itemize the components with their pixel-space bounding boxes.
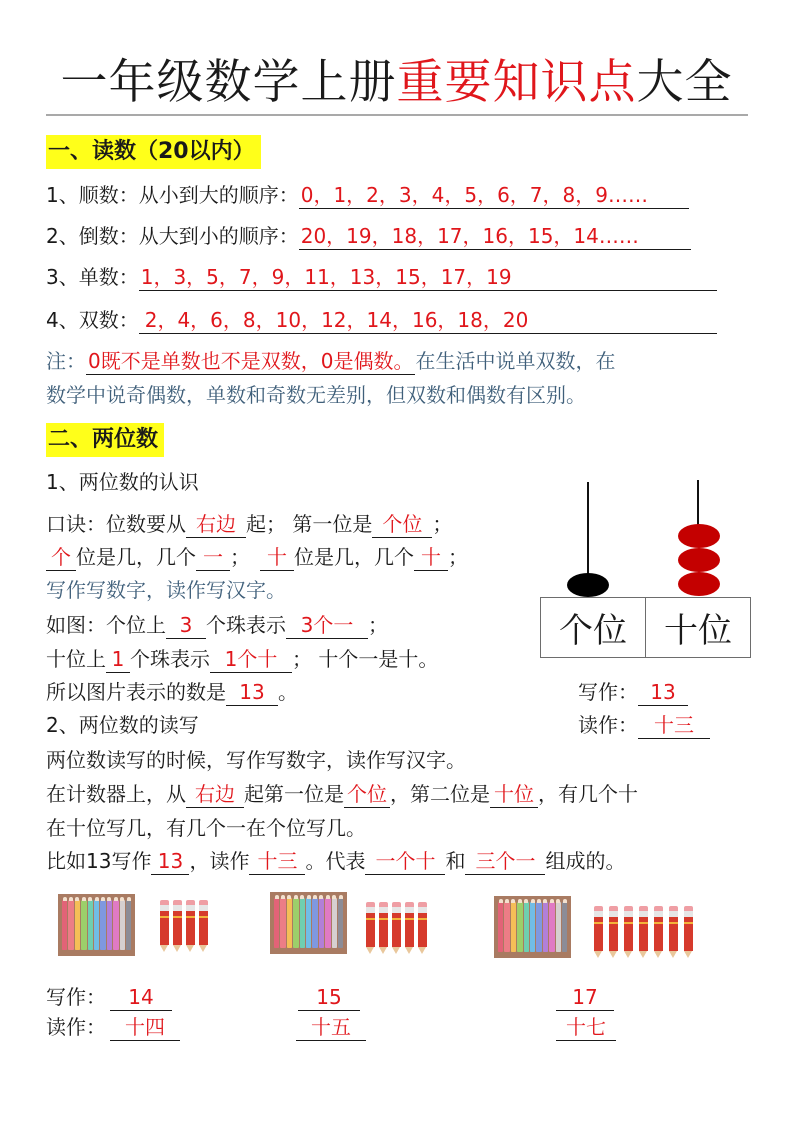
answer-blank: 14 xyxy=(110,984,172,1011)
item-label: 4、双数： xyxy=(46,308,139,332)
figure-line-3 xyxy=(46,677,298,707)
colored-pencil-icon xyxy=(498,901,503,952)
text: 口诀：位数要从 xyxy=(46,512,186,536)
colored-pencil-icon xyxy=(100,899,105,950)
text: ； xyxy=(368,613,388,637)
subheading-read-write: 2、两位数的读写 xyxy=(46,713,199,737)
red-pencil-icon xyxy=(418,902,427,954)
red-pencil-icon xyxy=(186,900,195,952)
loose-pencils xyxy=(594,906,699,958)
colored-pencil-box-of-ten xyxy=(494,896,571,958)
colored-pencil-icon xyxy=(338,897,343,948)
exercise-write-label: 写作： xyxy=(46,985,106,1009)
colored-pencil-icon xyxy=(75,899,80,950)
colored-pencil-icon xyxy=(543,901,548,952)
answer-blank: 右边 xyxy=(186,781,244,808)
note-line-1 xyxy=(46,346,615,376)
answer-blank: 十四 xyxy=(110,1014,180,1041)
ones-bead-black xyxy=(567,573,609,597)
text: ； 十个一是十。 xyxy=(292,647,439,671)
answer-blank: 15 xyxy=(298,984,360,1011)
rhyme-line-2 xyxy=(46,542,468,572)
answer-blank: 右边 xyxy=(186,511,246,538)
colored-pencil-icon xyxy=(511,901,516,952)
item-label: 3、单数： xyxy=(46,265,139,289)
write-label: 写作： xyxy=(578,680,638,704)
rw-line-2 xyxy=(46,779,638,809)
subheading-recognition: 1、两位数的认识 xyxy=(46,470,199,494)
figure-line-1 xyxy=(46,610,388,640)
text: 个珠表示 xyxy=(130,647,210,671)
answer-blank: 3个一 xyxy=(286,612,368,639)
item-odd-numbers xyxy=(46,262,717,292)
text: 和 xyxy=(445,849,466,873)
section-heading-two-digit: 二、两位数 xyxy=(46,423,164,457)
text: 所以图片表示的数是 xyxy=(46,680,226,704)
colored-pencil-icon xyxy=(293,897,298,948)
item-ascending xyxy=(46,180,689,210)
colored-pencil-icon xyxy=(94,899,99,950)
answer-blank: 1个十 xyxy=(210,646,292,673)
text: ； xyxy=(432,512,453,536)
colored-pencil-icon xyxy=(549,901,554,952)
text: ，有几个十 xyxy=(538,782,638,806)
answer-blank: 13 xyxy=(226,679,278,706)
answer-blank: 2，4，6，8，10，12，14，16，18，20 xyxy=(139,307,717,334)
note-prefix: 注： xyxy=(46,349,86,373)
colored-pencil-icon xyxy=(504,901,509,952)
colored-pencil-box-of-ten xyxy=(270,892,347,954)
exercise-2-read xyxy=(296,1012,366,1042)
answer-blank: 0，1，2，3，4，5，6，7，8，9…… xyxy=(299,182,689,209)
answer-blank: 十三 xyxy=(249,848,305,875)
rw-line-3: 在十位写几，有几个一在个位写几。 xyxy=(46,816,366,840)
tens-rod xyxy=(697,480,699,528)
colored-pencil-icon xyxy=(113,899,118,950)
colored-pencil-icon xyxy=(126,899,131,950)
exercise-1-write xyxy=(110,982,172,1012)
red-pencil-icon xyxy=(594,906,603,958)
text: 起； 第一位是 xyxy=(246,512,373,536)
answer-blank: 1，3，5，7，9，11，13，15，17，19 xyxy=(139,264,717,291)
answer-blank: 十七 xyxy=(556,1014,616,1041)
colored-pencil-icon xyxy=(120,899,125,950)
red-pencil-icon xyxy=(405,902,414,954)
colored-pencil-icon xyxy=(300,897,305,948)
abacus-place-value-table xyxy=(540,597,751,658)
colored-pencil-icon xyxy=(562,901,567,952)
ones-place-label: 个位 xyxy=(559,611,627,651)
text: 。代表 xyxy=(305,849,366,873)
colored-pencil-icon xyxy=(530,901,535,952)
item-even-numbers xyxy=(46,305,717,335)
answer-blank: 十位 xyxy=(490,781,538,808)
colored-pencil-icon xyxy=(107,899,112,950)
colored-pencil-icon xyxy=(325,897,330,948)
red-pencil-icon xyxy=(199,900,208,952)
abacus-read-row xyxy=(578,710,710,740)
exercise-2-write xyxy=(298,982,360,1012)
colored-pencil-icon xyxy=(62,899,67,950)
colored-pencil-icon xyxy=(524,901,529,952)
answer-blank: 个位 xyxy=(344,781,390,808)
text: 比如13写作 xyxy=(46,849,152,873)
exercise-read-label: 读作： xyxy=(46,1015,106,1039)
title-black-part: 一年级数学上册 xyxy=(60,55,397,110)
loose-pencils xyxy=(160,900,212,952)
text: ； xyxy=(230,545,250,569)
text: ，读作 xyxy=(189,849,250,873)
colored-pencil-icon xyxy=(287,897,292,948)
rw-line-1: 两位数读写的时候，写作写数字，读作写汉字。 xyxy=(46,748,466,772)
red-pencil-icon xyxy=(379,902,388,954)
text: 在计数器上，从 xyxy=(46,782,186,806)
tens-bead-red xyxy=(678,524,720,548)
answer-blank: 1 xyxy=(106,646,130,673)
section-heading-reading-numbers: 一、读数（20以内） xyxy=(46,135,261,169)
exercise-3-read xyxy=(556,1012,616,1042)
text: 个珠表示 xyxy=(206,613,286,637)
title-red-part: 重要知识点 xyxy=(396,55,637,110)
red-pencil-icon xyxy=(366,902,375,954)
red-pencil-icon xyxy=(684,906,693,958)
text: 位是几，几个 xyxy=(294,545,414,569)
answer-blank: 一 xyxy=(196,544,230,571)
answer-blank: 十五 xyxy=(296,1014,366,1041)
exercise-1-read xyxy=(110,1012,180,1042)
answer-blank: 20，19，18，17，16，15，14…… xyxy=(299,223,691,250)
answer-blank: 3 xyxy=(166,612,206,639)
text: 起第一位是 xyxy=(244,782,344,806)
rhyme-line-1 xyxy=(46,509,452,539)
tens-place-label: 十位 xyxy=(645,598,750,657)
answer-blank: 个位 xyxy=(372,511,432,538)
note-red-answer: 0既不是单数也不是双数，0是偶数。 xyxy=(88,349,414,373)
tens-bead-red xyxy=(678,548,720,572)
item-label: 2、倒数：从大到小的顺序： xyxy=(46,224,299,248)
loose-pencils xyxy=(366,902,431,954)
colored-pencil-icon xyxy=(556,901,561,952)
tens-bead-red xyxy=(678,572,720,596)
red-pencil-icon xyxy=(173,900,182,952)
answer-blank: 一个十 xyxy=(365,848,445,875)
note-rest: 在生活中说单双数，在 xyxy=(415,349,616,373)
ones-rod xyxy=(587,482,589,578)
read-label: 读作： xyxy=(578,713,638,737)
colored-pencil-icon xyxy=(88,899,93,950)
answer-blank: 三个一 xyxy=(465,848,545,875)
page-title xyxy=(0,52,793,114)
red-pencil-icon xyxy=(392,902,401,954)
red-pencil-icon xyxy=(639,906,648,958)
answer-blank: 十 xyxy=(414,544,448,571)
colored-pencil-icon xyxy=(517,901,522,952)
text: 十位上 xyxy=(46,647,106,671)
note-line-2: 数学中说奇偶数，单数和奇数无差别，但双数和偶数有区别。 xyxy=(46,383,586,407)
colored-pencil-icon xyxy=(332,897,337,948)
title-divider xyxy=(46,114,748,116)
colored-pencil-icon xyxy=(306,897,311,948)
red-pencil-icon xyxy=(669,906,678,958)
red-pencil-icon xyxy=(654,906,663,958)
text: 位是几，几个 xyxy=(76,545,196,569)
text: ，第二位是 xyxy=(390,782,490,806)
colored-pencil-icon xyxy=(81,899,86,950)
text: 如图：个位上 xyxy=(46,613,166,637)
text: 组成的。 xyxy=(545,849,626,873)
title-tail: 大全 xyxy=(636,55,733,110)
rhyme-line-3: 写作写数字，读作写汉字。 xyxy=(46,578,286,602)
colored-pencil-icon xyxy=(68,899,73,950)
answer-blank: 17 xyxy=(556,984,614,1011)
colored-pencil-icon xyxy=(280,897,285,948)
text: ； xyxy=(448,545,468,569)
exercise-3-write xyxy=(556,982,614,1012)
red-pencil-icon xyxy=(160,900,169,952)
answer-blank: 十三 xyxy=(638,712,710,739)
colored-pencil-icon xyxy=(274,897,279,948)
item-descending xyxy=(46,221,691,251)
colored-pencil-box-of-ten xyxy=(58,894,135,956)
colored-pencil-icon xyxy=(319,897,324,948)
text: 。 xyxy=(278,680,298,704)
answer-blank: 十 xyxy=(260,544,294,571)
rw-line-4 xyxy=(46,846,625,876)
figure-line-2 xyxy=(46,644,438,674)
answer-blank: 个 xyxy=(46,544,76,571)
red-pencil-icon xyxy=(624,906,633,958)
colored-pencil-icon xyxy=(536,901,541,952)
answer-blank: 13 xyxy=(151,848,189,875)
abacus-write-row xyxy=(578,677,688,707)
answer-blank: 13 xyxy=(638,679,688,706)
colored-pencil-icon xyxy=(312,897,317,948)
item-label: 1、顺数：从小到大的顺序： xyxy=(46,183,299,207)
red-pencil-icon xyxy=(609,906,618,958)
